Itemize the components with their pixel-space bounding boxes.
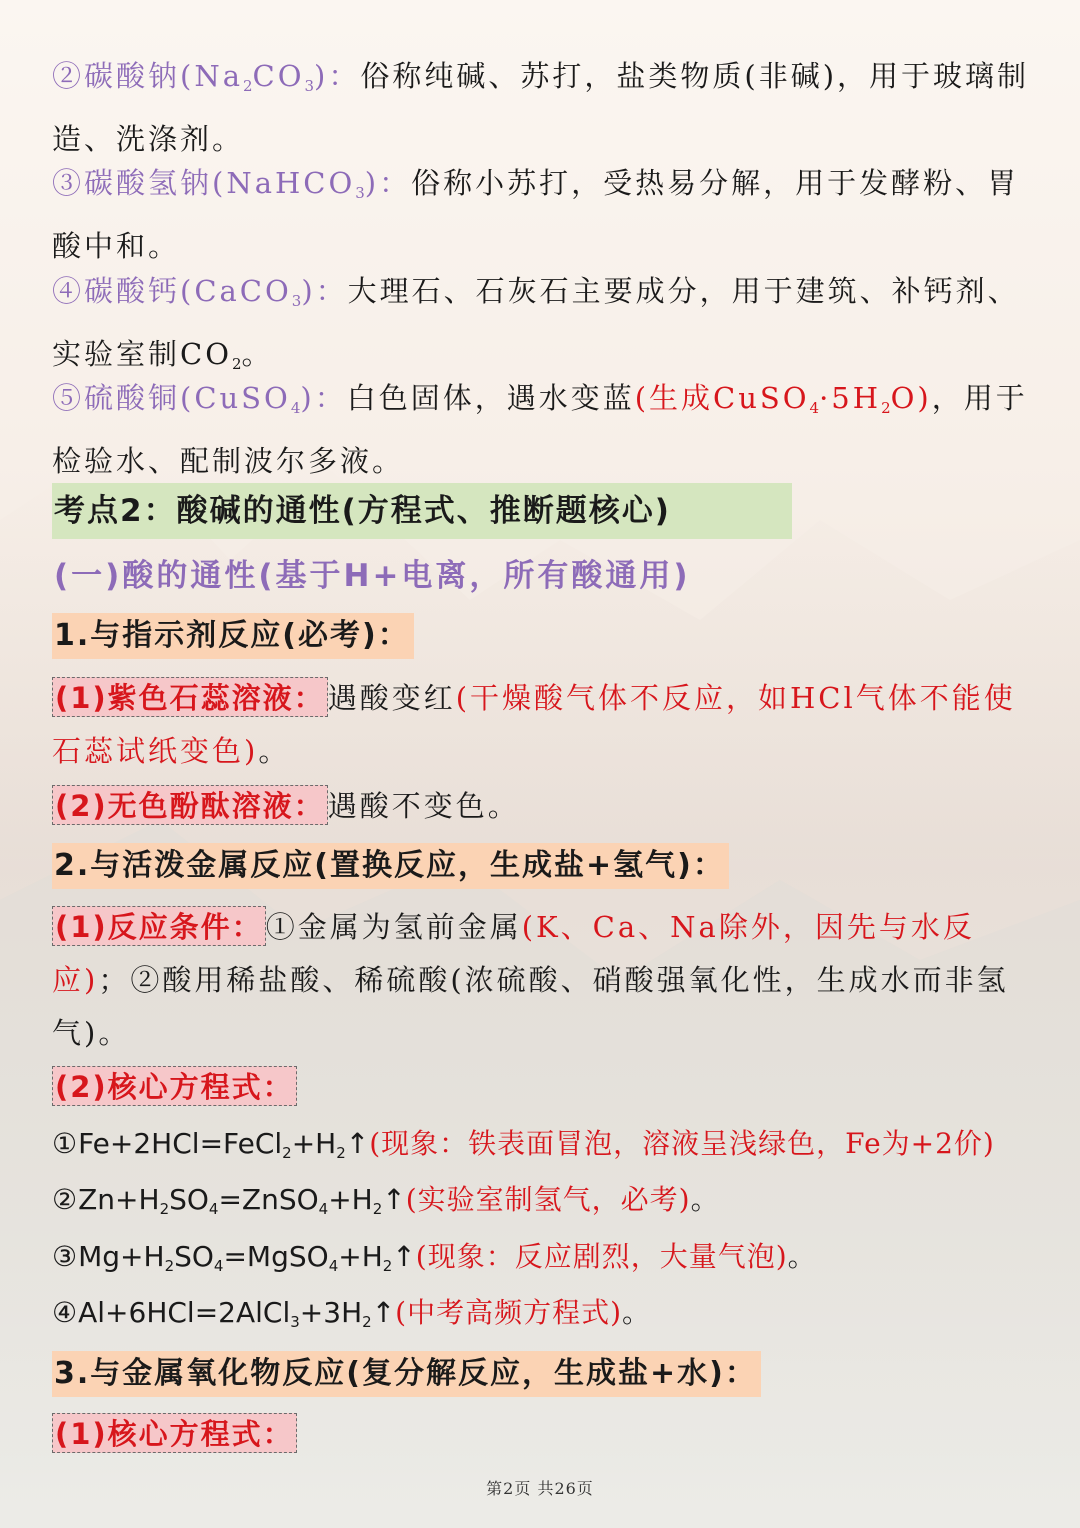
tag-label: (1)核心方程式： bbox=[52, 1413, 297, 1453]
tag-label: (2)无色酚酞溶液： bbox=[52, 785, 328, 825]
list-item: ⑤硫酸铜(CuSO$_4$)：白色固体，遇水变蓝(生成$CuSO_4\cdot 5H_2O$)，用于检验水、配制波尔多液。 bbox=[52, 381, 1028, 478]
heading-indicator-reaction: 1.与指示剂反应(必考)： bbox=[52, 613, 414, 659]
heading-metal-oxide-reaction: 3.与金属氧化物反应(复分解反应，生成盐+水)： bbox=[52, 1351, 761, 1397]
list-item: ③碳酸氢钠(NaHCO$_3$)：俗称小苏打，受热易分解，用于发酵粉、胃酸中和。 bbox=[52, 166, 1020, 263]
section-title: 考点2：酸碱的通性(方程式、推断题核心) bbox=[52, 483, 792, 539]
list-item: ②碳酸钠$(Na_2CO_3)$：俗称纯碱、苏打，盐类物质(非碱)，用于玻璃制造、洗涤剂。 bbox=[52, 59, 1030, 156]
subsection-title: (一)酸的通性(基于H+电离，所有酸通用) bbox=[54, 558, 691, 594]
list-item: ④碳酸钙(CaCO$_3$)：大理石、石灰石主要成分，用于建筑、补钙剂、实验室制$CO_2$。 bbox=[52, 274, 1020, 373]
list-item bbox=[52, 1408, 1032, 1461]
heading-metal-reaction: 2.与活泼金属反应(置换反应，生成盐+氢气)： bbox=[52, 843, 729, 889]
list-item: (2)无色酚酞溶液： 遇酸不变色。 bbox=[52, 780, 1032, 833]
tag-label: (1)反应条件： bbox=[52, 906, 266, 946]
equation-1: $①Fe+2HCl=FeCl_2+H_2↑$(现象：铁表面冒泡，溶液呈浅绿色，Fe为+2价) bbox=[52, 1127, 995, 1162]
tag-label: (2)核心方程式： bbox=[52, 1066, 297, 1106]
tag-label: (1)紫色石蕊溶液： bbox=[52, 677, 328, 717]
equation-2: $②Zn+H_2SO_4=ZnSO_4+H_2↑$(实验室制氢气，必考)。 bbox=[52, 1183, 720, 1218]
list-item: (1)反应条件： ①金属为氢前金属(K、Ca、Na除外，因先与水反应)；②酸用稀盐酸、稀硫酸(浓硫酸、硝酸强氧化性，生成水而非氢气)。 bbox=[52, 901, 1032, 1060]
equation-3: $③Mg+H_2SO_4=MgSO_4+H_2↑$(现象：反应剧烈，大量气泡)。 bbox=[52, 1240, 817, 1275]
list-item: (1)紫色石蕊溶液： 遇酸变红(干燥酸气体不反应，如HCl气体不能使石蕊试纸变色)。 bbox=[52, 672, 1032, 778]
list-item bbox=[52, 1061, 1032, 1114]
page-footer: 第2页 共26页 bbox=[486, 1479, 594, 1498]
equation-4: $④Al+6HCl=2AlCl_3+3H_2↑$(中考高频方程式)。 bbox=[52, 1296, 652, 1331]
